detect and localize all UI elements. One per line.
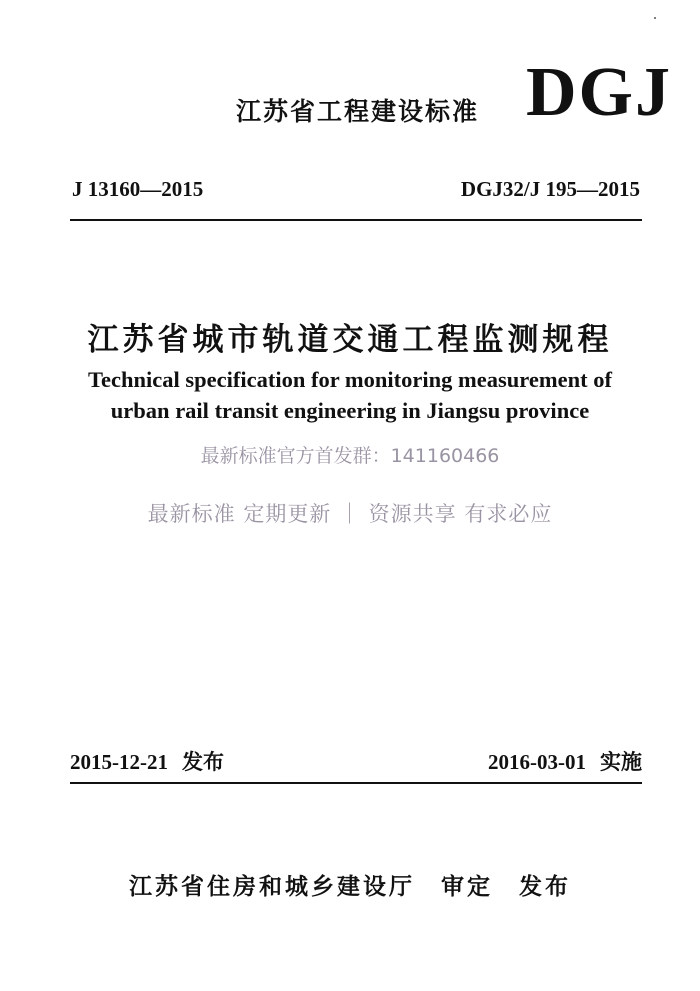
title-chinese: 江苏省城市轨道交通工程监测规程 bbox=[87, 322, 613, 358]
title-english-line-1: Technical specification for monitoring measurement of bbox=[88, 367, 612, 392]
issuer-organization: 江苏省住房和城乡建设厅 bbox=[129, 874, 415, 900]
effective-label: 实施 bbox=[600, 750, 642, 774]
watermark-line-2: 最新标准 定期更新 ｜ 资源共享 有求必应 bbox=[147, 502, 553, 526]
title-english-line-2: urban rail transit engineering in Jiangsu province bbox=[110, 398, 590, 423]
provincial-code: DGJ32/J 195—2015 bbox=[460, 177, 640, 201]
effective-date: 2016-03-01 bbox=[488, 750, 586, 774]
issue-date-group bbox=[70, 746, 224, 776]
standard-label: 江苏省工程建设标准 bbox=[236, 97, 480, 126]
effective-date-group bbox=[488, 746, 642, 776]
dgj-mark: DGJ bbox=[526, 54, 672, 131]
issue-date: 2015-12-21 bbox=[70, 750, 168, 774]
issue-label: 发布 bbox=[182, 750, 224, 774]
issuer-line bbox=[0, 868, 700, 901]
bottom-divider bbox=[70, 782, 642, 784]
issuer-publish-label: 发布 bbox=[519, 874, 571, 900]
scan-speck bbox=[654, 17, 656, 19]
watermark-line-1: 最新标准官方首发群：141160466 bbox=[200, 445, 500, 467]
national-code: J 13160—2015 bbox=[72, 177, 204, 201]
top-divider bbox=[70, 219, 642, 221]
issuer-approve-label: 审定 bbox=[441, 874, 493, 900]
